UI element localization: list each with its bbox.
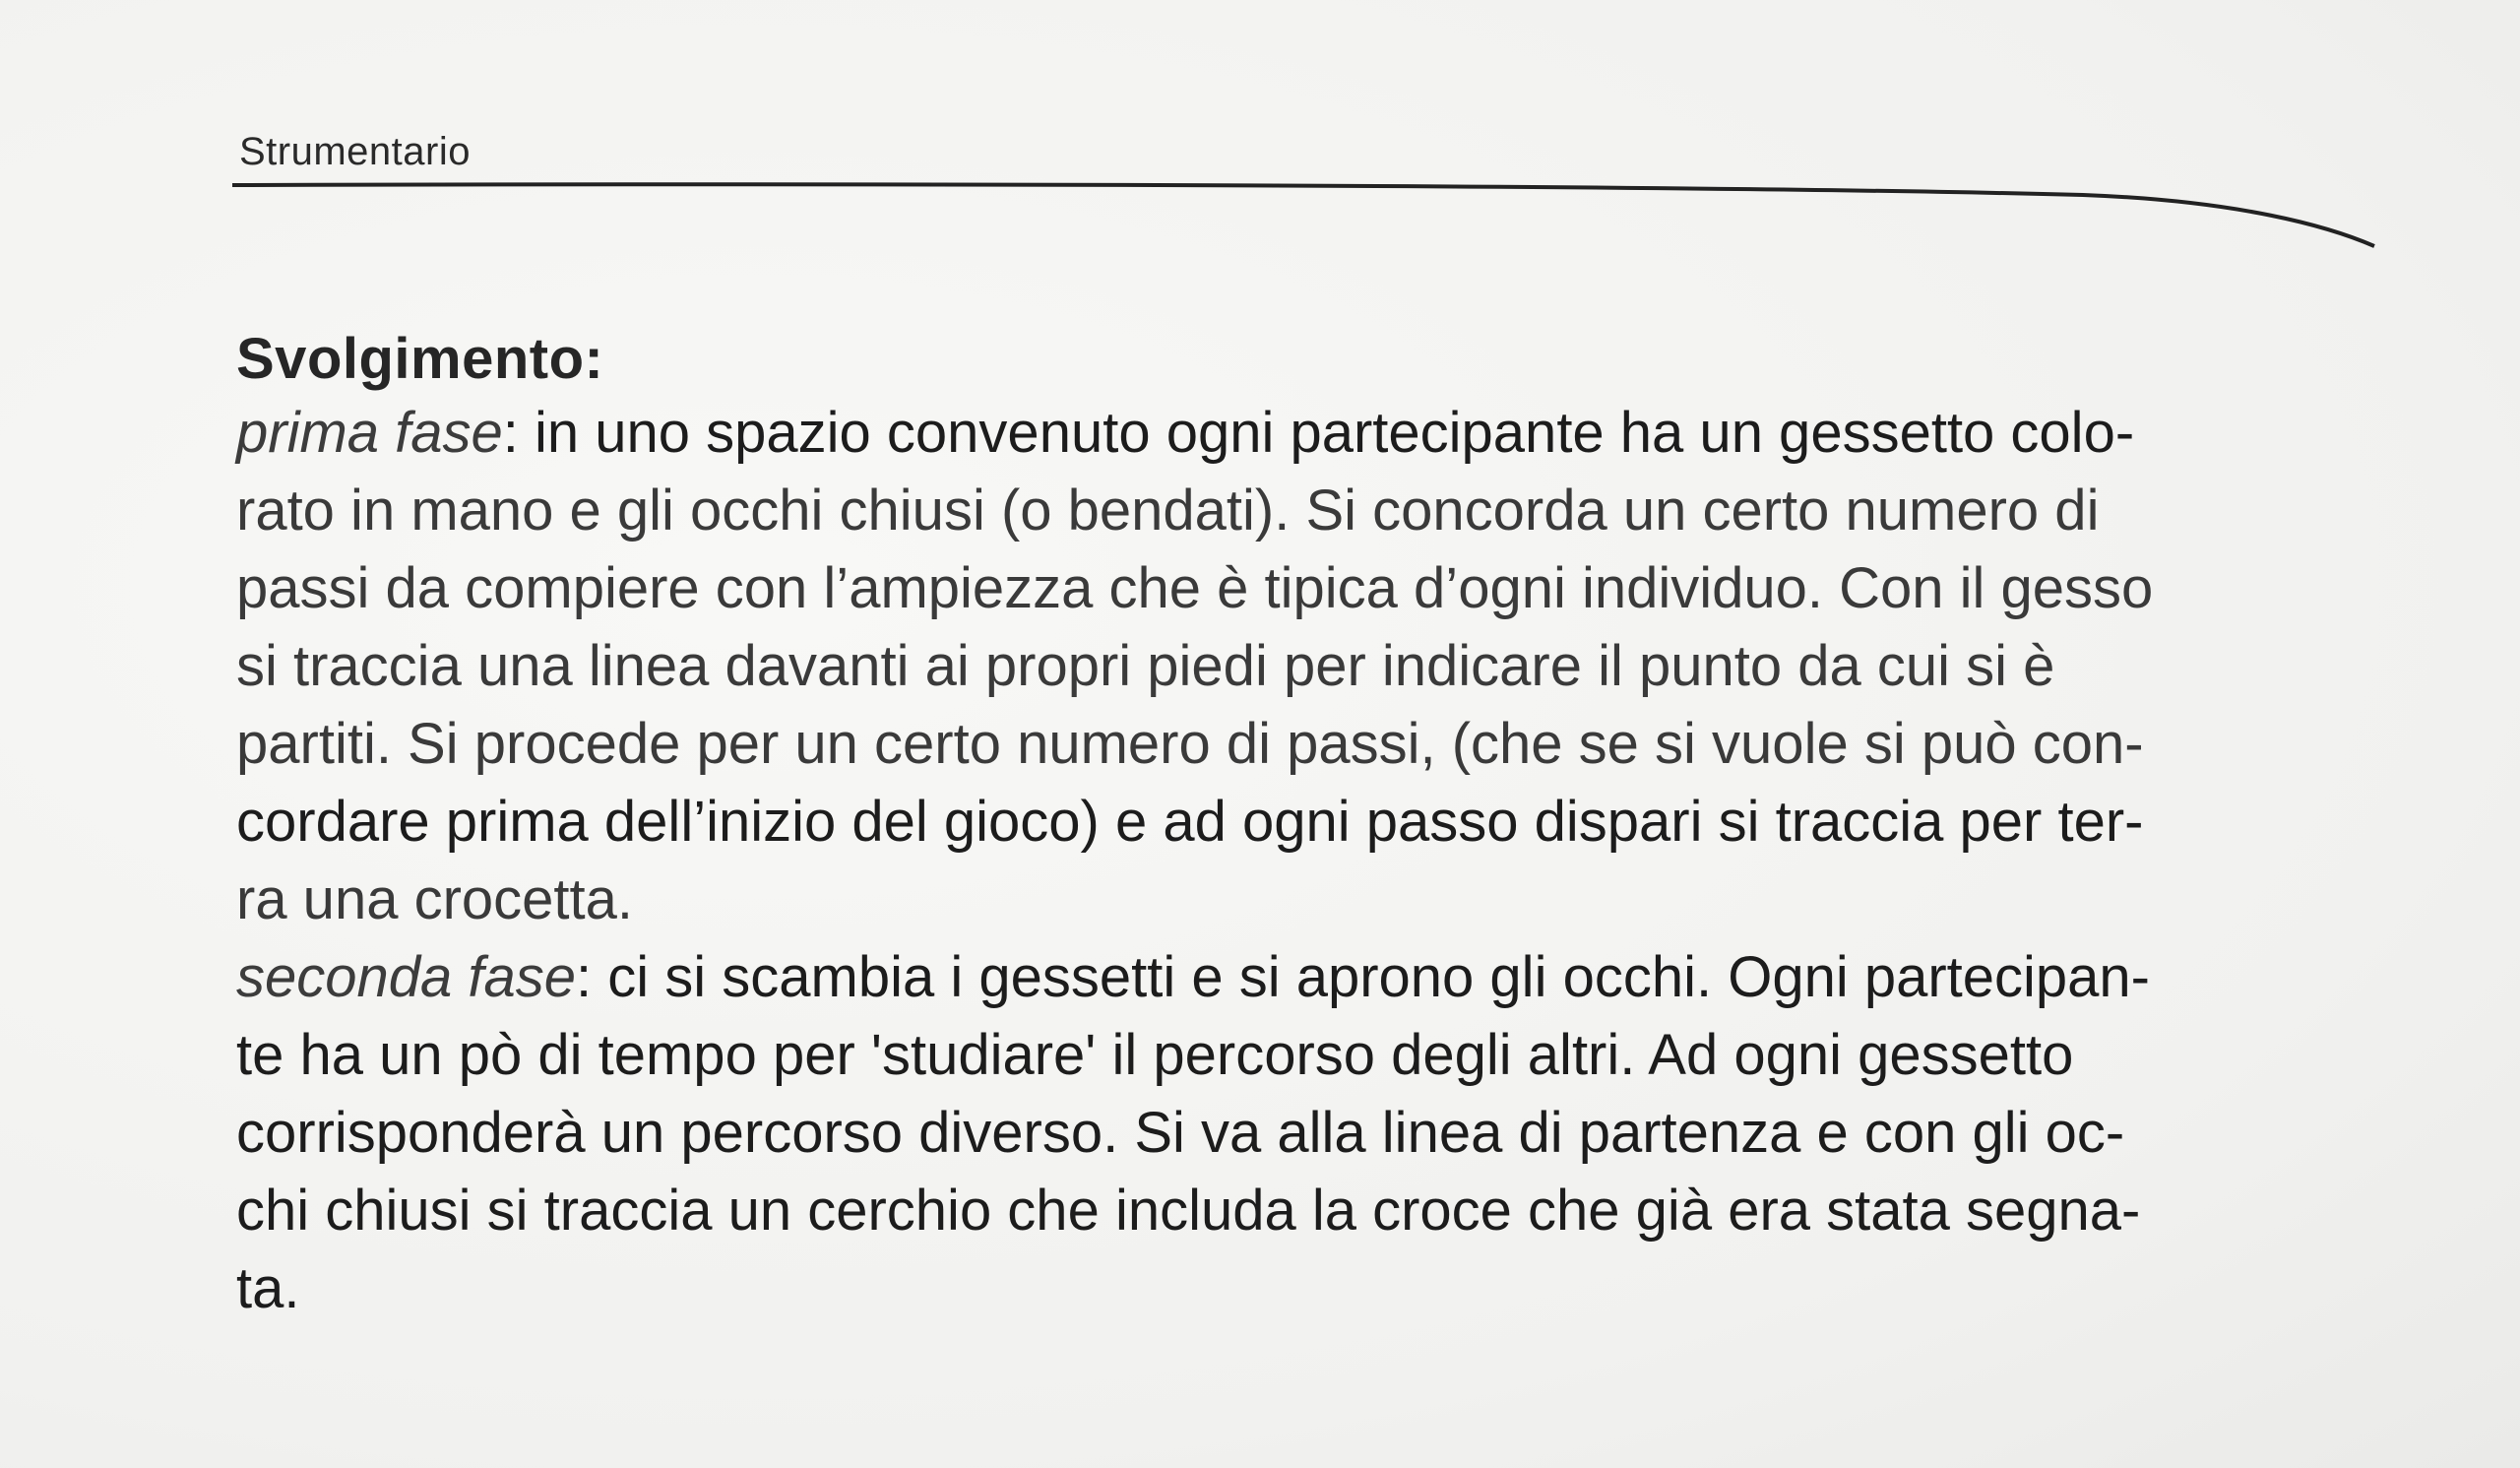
section-heading: Svolgimento: (236, 327, 604, 391)
phase-two-paragraph (236, 938, 2402, 1327)
text-run: : ci si scambia i gessetti e si aprono gli occhi. Ogni partecipan- (576, 945, 2150, 1009)
text-line: ta. (236, 1256, 300, 1320)
text-line: si traccia una linea davanti ai propri piedi per indicare il punto da cui si è (236, 634, 2055, 698)
phase-label: seconda fase (236, 945, 577, 1009)
text-line: ra una crocetta. (236, 867, 633, 931)
running-header: Strumentario (239, 130, 471, 173)
text-line: partiti. Si procede per un certo numero di passi, (che se si vuole si può con- (236, 712, 2144, 776)
body-text (236, 325, 2402, 1327)
text-line: te ha un pò di tempo per 'studiare' il percorso degli altri. Ad ogni gessetto (236, 1023, 2074, 1087)
text-line (236, 394, 2402, 472)
text-line (236, 938, 2402, 1016)
phase-label: prima fase (236, 401, 503, 465)
text-line: passi da compiere con l’ampiezza che è tipica d’ogni individuo. Con il gesso (236, 556, 2154, 620)
text-line: corrisponderà un percorso diverso. Si va alla linea di partenza e con gli oc- (236, 1101, 2125, 1165)
phase-one-paragraph (236, 394, 2402, 938)
text-line: cordare prima dell’inizio del gioco) e ad ogni passo dispari si traccia per ter- (236, 790, 2144, 854)
text-line: chi chiusi si traccia un cerchio che includa la croce che già era stata segna- (236, 1179, 2141, 1243)
text-line: rato in mano e gli occhi chiusi (o bendati). Si concorda un certo numero di (236, 479, 2100, 543)
header-rule (232, 158, 2378, 266)
text-run: : in uno spazio convenuto ogni partecipante ha un gessetto colo- (502, 401, 2135, 465)
